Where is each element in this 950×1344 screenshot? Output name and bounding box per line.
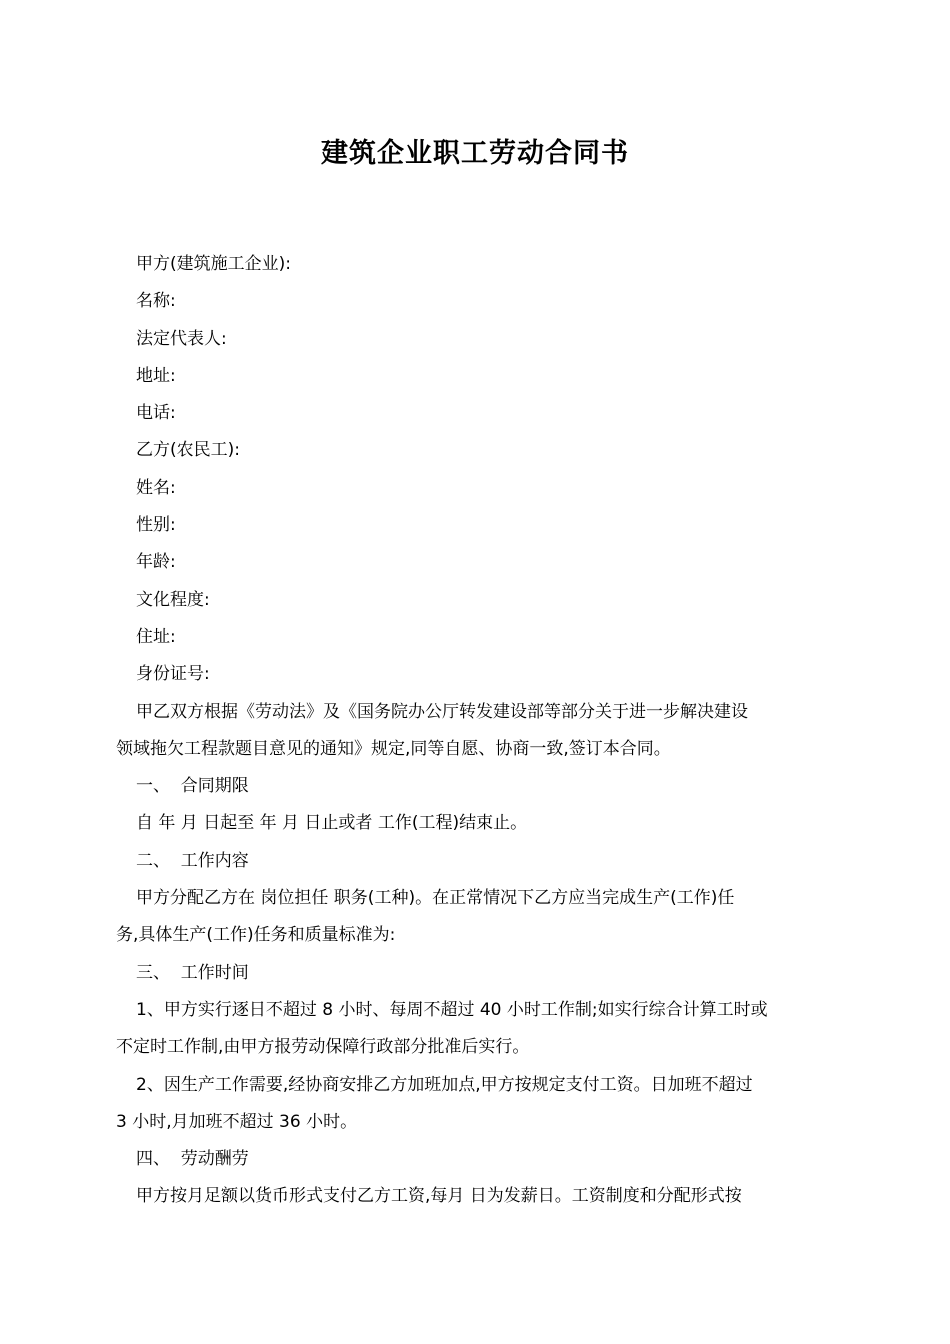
party-a-name-label: 名称:	[136, 291, 176, 312]
party-a-phone-label: 电话:	[136, 403, 176, 424]
party-a-address-label: 地址:	[136, 365, 176, 386]
party-a-legal-rep-label: 法定代表人:	[136, 328, 227, 349]
section-2-line-2: 务,具体生产(工作)任务和质量标准为:	[116, 925, 396, 946]
section-4-line-1: 甲方按月足额以货币形式支付乙方工资,每月 日为发薪日。工资制度和分配形式按	[136, 1186, 742, 1207]
section-2-line-1: 甲方分配乙方在 岗位担任 职务(工种)。在正常情况下乙方应当完成生产(工作)任	[136, 888, 735, 909]
section-1-line-1: 自 年 月 日起至 年 月 日止或者 工作(工程)结束止。	[136, 813, 528, 834]
section-2-heading: 二、 工作内容	[136, 850, 249, 871]
section-3-item-1-line-2: 不定时工作制,由甲方报劳动保障行政部分批准后实行。	[116, 1037, 530, 1058]
party-b-education-label: 文化程度:	[136, 589, 210, 610]
party-b-heading: 乙方(农民工):	[136, 440, 240, 461]
section-3-heading: 三、 工作时间	[136, 962, 249, 983]
section-3-item-2-line-2: 3 小时,月加班不超过 36 小时。	[116, 1111, 358, 1132]
party-b-id-label: 身份证号:	[136, 664, 210, 685]
section-3-item-1-line-1: 1、甲方实行逐日不超过 8 小时、每周不超过 40 小时工作制;如实行综合计算工时或	[136, 999, 768, 1020]
party-b-age-label: 年龄:	[136, 552, 176, 573]
section-1-heading: 一、 合同期限	[136, 776, 249, 797]
document-body	[116, 246, 840, 1216]
party-b-gender-label: 性别:	[136, 515, 176, 536]
party-a-heading: 甲方(建筑施工企业):	[136, 254, 291, 274]
party-b-name-label: 姓名:	[136, 477, 176, 498]
section-3-item-2-line-1: 2、因生产工作需要,经协商安排乙方加班加点,甲方按规定支付工资。日加班不超过	[136, 1074, 753, 1095]
preamble-line-2: 领域拖欠工程款题目意见的通知》规定,同等自愿、协商一致,签订本合同。	[116, 738, 671, 759]
section-4-heading: 四、 劳动酬劳	[136, 1149, 249, 1170]
document-title: 建筑企业职工劳动合同书	[321, 138, 629, 169]
party-b-residence-label: 住址:	[136, 626, 176, 647]
preamble-line-1: 甲乙双方根据《劳动法》及《国务院办公厅转发建设部等部分关于进一步解决建设	[136, 701, 748, 722]
